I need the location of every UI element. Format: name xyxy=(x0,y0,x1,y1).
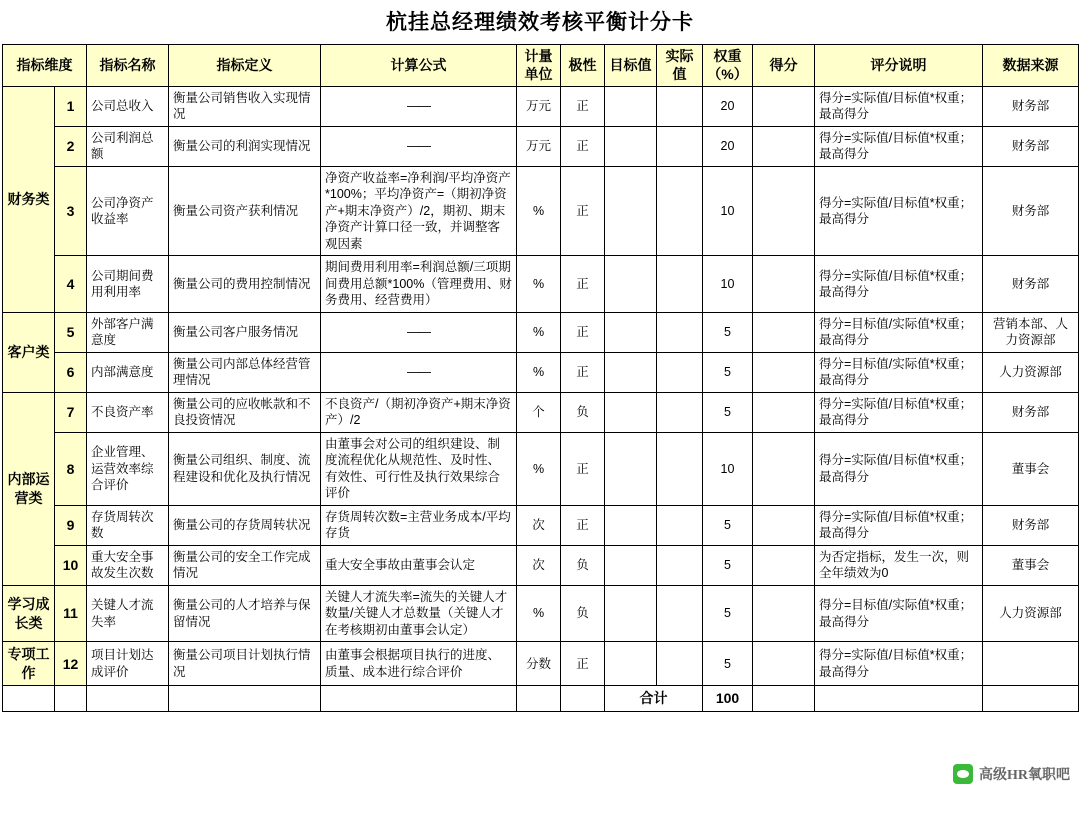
scoring-description: 得分=实际值/目标值*权重；最高得分 xyxy=(815,86,983,126)
indicator-definition: 衡量公司项目计划执行情况 xyxy=(169,642,321,686)
indicator-unit: % xyxy=(517,432,561,505)
data-source: 财务部 xyxy=(983,392,1079,432)
header-formula: 计算公式 xyxy=(321,45,517,87)
indicator-formula: 净资产收益率=净利润/平均净资产*100%；平均净资产=（期初净资产+期末净资产）/2，期初、期末净资产计算口径一致，并调整客观因素 xyxy=(321,166,517,256)
indicator-polarity: 负 xyxy=(561,545,605,585)
table-row xyxy=(3,166,1079,256)
table-row xyxy=(3,352,1079,392)
indicator-weight: 10 xyxy=(703,432,753,505)
table-header-row xyxy=(3,45,1079,87)
indicator-target[interactable] xyxy=(605,166,657,256)
row-number: 8 xyxy=(55,432,87,505)
dimension-cell: 客户类 xyxy=(3,312,55,392)
table-row xyxy=(3,642,1079,686)
total-spacer-name xyxy=(87,686,169,711)
indicator-actual[interactable] xyxy=(657,642,703,686)
indicator-formula: 由董事会对公司的组织建设、制度流程优化从规范性、及时性、有效性、可行性及执行效果综合评价 xyxy=(321,432,517,505)
indicator-actual[interactable] xyxy=(657,86,703,126)
indicator-actual[interactable] xyxy=(657,432,703,505)
row-number: 12 xyxy=(55,642,87,686)
header-indicator-name: 指标名称 xyxy=(87,45,169,87)
indicator-polarity: 正 xyxy=(561,505,605,545)
indicator-weight: 10 xyxy=(703,166,753,256)
indicator-definition: 衡量公司客户服务情况 xyxy=(169,312,321,352)
table-row xyxy=(3,86,1079,126)
indicator-weight: 20 xyxy=(703,126,753,166)
indicator-name: 重大安全事故发生次数 xyxy=(87,545,169,585)
indicator-definition: 衡量公司的人才培养与保留情况 xyxy=(169,585,321,642)
indicator-target[interactable] xyxy=(605,585,657,642)
table-total-row xyxy=(3,686,1079,711)
row-number: 4 xyxy=(55,256,87,313)
header-actual: 实际值 xyxy=(657,45,703,87)
watermark xyxy=(953,764,1070,784)
data-source: 财务部 xyxy=(983,86,1079,126)
data-source: 营销本部、人力资源部 xyxy=(983,312,1079,352)
indicator-score[interactable] xyxy=(753,505,815,545)
indicator-definition: 衡量公司销售收入实现情况 xyxy=(169,86,321,126)
scoring-description: 得分=实际值/目标值*权重；最高得分 xyxy=(815,392,983,432)
indicator-definition: 衡量公司的存货周转状况 xyxy=(169,505,321,545)
indicator-name: 项目计划达成评价 xyxy=(87,642,169,686)
indicator-target[interactable] xyxy=(605,545,657,585)
indicator-unit: 次 xyxy=(517,505,561,545)
indicator-definition: 衡量公司组织、制度、流程建设和优化及执行情况 xyxy=(169,432,321,505)
data-source: 人力资源部 xyxy=(983,585,1079,642)
scoring-description: 得分=目标值/实际值*权重；最高得分 xyxy=(815,312,983,352)
dimension-cell: 学习成长类 xyxy=(3,585,55,642)
indicator-score[interactable] xyxy=(753,432,815,505)
table-row xyxy=(3,312,1079,352)
indicator-target[interactable] xyxy=(605,312,657,352)
indicator-name: 公司总收入 xyxy=(87,86,169,126)
indicator-formula: 不良资产/（期初净资产+期末净资产）/2 xyxy=(321,392,517,432)
total-spacer-dimension xyxy=(3,686,55,711)
indicator-score[interactable] xyxy=(753,126,815,166)
indicator-unit: 万元 xyxy=(517,126,561,166)
indicator-name: 关键人才流失率 xyxy=(87,585,169,642)
table-row xyxy=(3,545,1079,585)
indicator-weight: 5 xyxy=(703,545,753,585)
indicator-score[interactable] xyxy=(753,256,815,313)
indicator-target[interactable] xyxy=(605,392,657,432)
indicator-formula: 由董事会根据项目执行的进度、质量、成本进行综合评价 xyxy=(321,642,517,686)
indicator-formula: —— xyxy=(321,86,517,126)
table-row xyxy=(3,432,1079,505)
indicator-formula: —— xyxy=(321,126,517,166)
indicator-polarity: 正 xyxy=(561,432,605,505)
header-indicator-definition: 指标定义 xyxy=(169,45,321,87)
data-source: 人力资源部 xyxy=(983,352,1079,392)
indicator-weight: 5 xyxy=(703,642,753,686)
indicator-target[interactable] xyxy=(605,86,657,126)
indicator-unit: % xyxy=(517,585,561,642)
header-data-source: 数据来源 xyxy=(983,45,1079,87)
row-number: 5 xyxy=(55,312,87,352)
indicator-formula: 关键人才流失率=流失的关键人才数量/关键人才总数量（关键人才在考核期初由董事会认定） xyxy=(321,585,517,642)
table-row xyxy=(3,256,1079,313)
indicator-unit: 次 xyxy=(517,545,561,585)
data-source: 财务部 xyxy=(983,256,1079,313)
data-source: 董事会 xyxy=(983,545,1079,585)
indicator-unit: % xyxy=(517,312,561,352)
row-number: 7 xyxy=(55,392,87,432)
data-source: 董事会 xyxy=(983,432,1079,505)
indicator-actual[interactable] xyxy=(657,505,703,545)
header-score: 得分 xyxy=(753,45,815,87)
indicator-target[interactable] xyxy=(605,256,657,313)
row-number: 6 xyxy=(55,352,87,392)
indicator-name: 企业管理、运营效率综合评价 xyxy=(87,432,169,505)
row-number: 2 xyxy=(55,126,87,166)
indicator-actual[interactable] xyxy=(657,256,703,313)
indicator-weight: 5 xyxy=(703,505,753,545)
total-spacer-formula xyxy=(321,686,517,711)
indicator-score[interactable] xyxy=(753,642,815,686)
indicator-target[interactable] xyxy=(605,126,657,166)
data-source: 财务部 xyxy=(983,166,1079,256)
indicator-unit: % xyxy=(517,256,561,313)
indicator-actual[interactable] xyxy=(657,352,703,392)
indicator-name: 公司净资产收益率 xyxy=(87,166,169,256)
indicator-actual[interactable] xyxy=(657,166,703,256)
dimension-cell: 财务类 xyxy=(3,86,55,312)
indicator-unit: % xyxy=(517,352,561,392)
scorecard-table xyxy=(2,44,1079,712)
total-score[interactable] xyxy=(753,686,815,711)
indicator-formula: —— xyxy=(321,312,517,352)
scoring-description: 得分=实际值/目标值*权重；最高得分 xyxy=(815,505,983,545)
indicator-polarity: 负 xyxy=(561,585,605,642)
row-number: 9 xyxy=(55,505,87,545)
indicator-weight: 5 xyxy=(703,352,753,392)
indicator-definition: 衡量公司的利润实现情况 xyxy=(169,126,321,166)
indicator-definition: 衡量公司内部总体经营管理情况 xyxy=(169,352,321,392)
indicator-unit: 分数 xyxy=(517,642,561,686)
header-polarity: 极性 xyxy=(561,45,605,87)
indicator-name: 不良资产率 xyxy=(87,392,169,432)
indicator-target[interactable] xyxy=(605,642,657,686)
total-spacer-definition xyxy=(169,686,321,711)
row-number: 11 xyxy=(55,585,87,642)
indicator-name: 公司期间费用利用率 xyxy=(87,256,169,313)
indicator-polarity: 正 xyxy=(561,126,605,166)
indicator-definition: 衡量公司资产获利情况 xyxy=(169,166,321,256)
scoring-description: 得分=实际值/目标值*权重；最高得分 xyxy=(815,642,983,686)
header-dimension: 指标维度 xyxy=(3,45,87,87)
data-source xyxy=(983,642,1079,686)
indicator-definition: 衡量公司的应收帐款和不良投资情况 xyxy=(169,392,321,432)
indicator-unit: % xyxy=(517,166,561,256)
total-label: 合计 xyxy=(605,686,703,711)
indicator-actual[interactable] xyxy=(657,126,703,166)
indicator-unit: 万元 xyxy=(517,86,561,126)
table-row xyxy=(3,585,1079,642)
scoring-description: 得分=实际值/目标值*权重；最高得分 xyxy=(815,166,983,256)
header-weight: 权重（%） xyxy=(703,45,753,87)
row-number: 3 xyxy=(55,166,87,256)
row-number: 10 xyxy=(55,545,87,585)
scoring-description: 得分=实际值/目标值*权重；最高得分 xyxy=(815,126,983,166)
table-row xyxy=(3,392,1079,432)
indicator-name: 外部客户满意度 xyxy=(87,312,169,352)
indicator-weight: 5 xyxy=(703,312,753,352)
indicator-formula: 存货周转次数=主营业务成本/平均存货 xyxy=(321,505,517,545)
indicator-polarity: 负 xyxy=(561,392,605,432)
indicator-unit: 个 xyxy=(517,392,561,432)
scoring-description: 得分=目标值/实际值*权重；最高得分 xyxy=(815,352,983,392)
total-weight: 100 xyxy=(703,686,753,711)
header-unit: 计量单位 xyxy=(517,45,561,87)
indicator-actual[interactable] xyxy=(657,392,703,432)
indicator-weight: 10 xyxy=(703,256,753,313)
indicator-target[interactable] xyxy=(605,352,657,392)
indicator-score[interactable] xyxy=(753,585,815,642)
indicator-formula: 重大安全事故由董事会认定 xyxy=(321,545,517,585)
wechat-icon xyxy=(953,764,973,784)
total-spacer-source xyxy=(983,686,1079,711)
indicator-formula: 期间费用利用率=利润总额/三项期间费用总额*100%（管理费用、财务费用、经营费用） xyxy=(321,256,517,313)
indicator-actual[interactable] xyxy=(657,312,703,352)
watermark-text: 高级HR氧职吧 xyxy=(979,768,1070,783)
page-title: 杭挂总经理绩效考核平衡计分卡 xyxy=(386,10,694,34)
indicator-score[interactable] xyxy=(753,166,815,256)
indicator-name: 存货周转次数 xyxy=(87,505,169,545)
indicator-score[interactable] xyxy=(753,86,815,126)
indicator-score[interactable] xyxy=(753,545,815,585)
header-score-description: 评分说明 xyxy=(815,45,983,87)
indicator-definition: 衡量公司的费用控制情况 xyxy=(169,256,321,313)
total-spacer-desc xyxy=(815,686,983,711)
indicator-score[interactable] xyxy=(753,392,815,432)
indicator-polarity: 正 xyxy=(561,642,605,686)
total-spacer-unit xyxy=(517,686,561,711)
indicator-polarity: 正 xyxy=(561,86,605,126)
header-target: 目标值 xyxy=(605,45,657,87)
indicator-target[interactable] xyxy=(605,505,657,545)
indicator-weight: 5 xyxy=(703,392,753,432)
scoring-description: 为否定指标，发生一次，则全年绩效为0 xyxy=(815,545,983,585)
total-spacer-polarity xyxy=(561,686,605,711)
indicator-polarity: 正 xyxy=(561,312,605,352)
indicator-name: 公司利润总额 xyxy=(87,126,169,166)
data-source: 财务部 xyxy=(983,126,1079,166)
row-number: 1 xyxy=(55,86,87,126)
scoring-description: 得分=实际值/目标值*权重；最高得分 xyxy=(815,432,983,505)
scoring-description: 得分=实际值/目标值*权重；最高得分 xyxy=(815,256,983,313)
dimension-cell: 专项工作 xyxy=(3,642,55,686)
indicator-score[interactable] xyxy=(753,352,815,392)
total-spacer-no xyxy=(55,686,87,711)
indicator-formula: —— xyxy=(321,352,517,392)
indicator-name: 内部满意度 xyxy=(87,352,169,392)
indicator-weight: 5 xyxy=(703,585,753,642)
table-row xyxy=(3,126,1079,166)
indicator-actual[interactable] xyxy=(657,545,703,585)
indicator-score[interactable] xyxy=(753,312,815,352)
indicator-target[interactable] xyxy=(605,432,657,505)
indicator-polarity: 正 xyxy=(561,166,605,256)
indicator-definition: 衡量公司的安全工作完成情况 xyxy=(169,545,321,585)
indicator-polarity: 正 xyxy=(561,352,605,392)
table-row xyxy=(3,505,1079,545)
indicator-actual[interactable] xyxy=(657,585,703,642)
data-source: 财务部 xyxy=(983,505,1079,545)
indicator-weight: 20 xyxy=(703,86,753,126)
dimension-cell: 内部运营类 xyxy=(3,392,55,585)
indicator-polarity: 正 xyxy=(561,256,605,313)
scoring-description: 得分=目标值/实际值*权重；最高得分 xyxy=(815,585,983,642)
